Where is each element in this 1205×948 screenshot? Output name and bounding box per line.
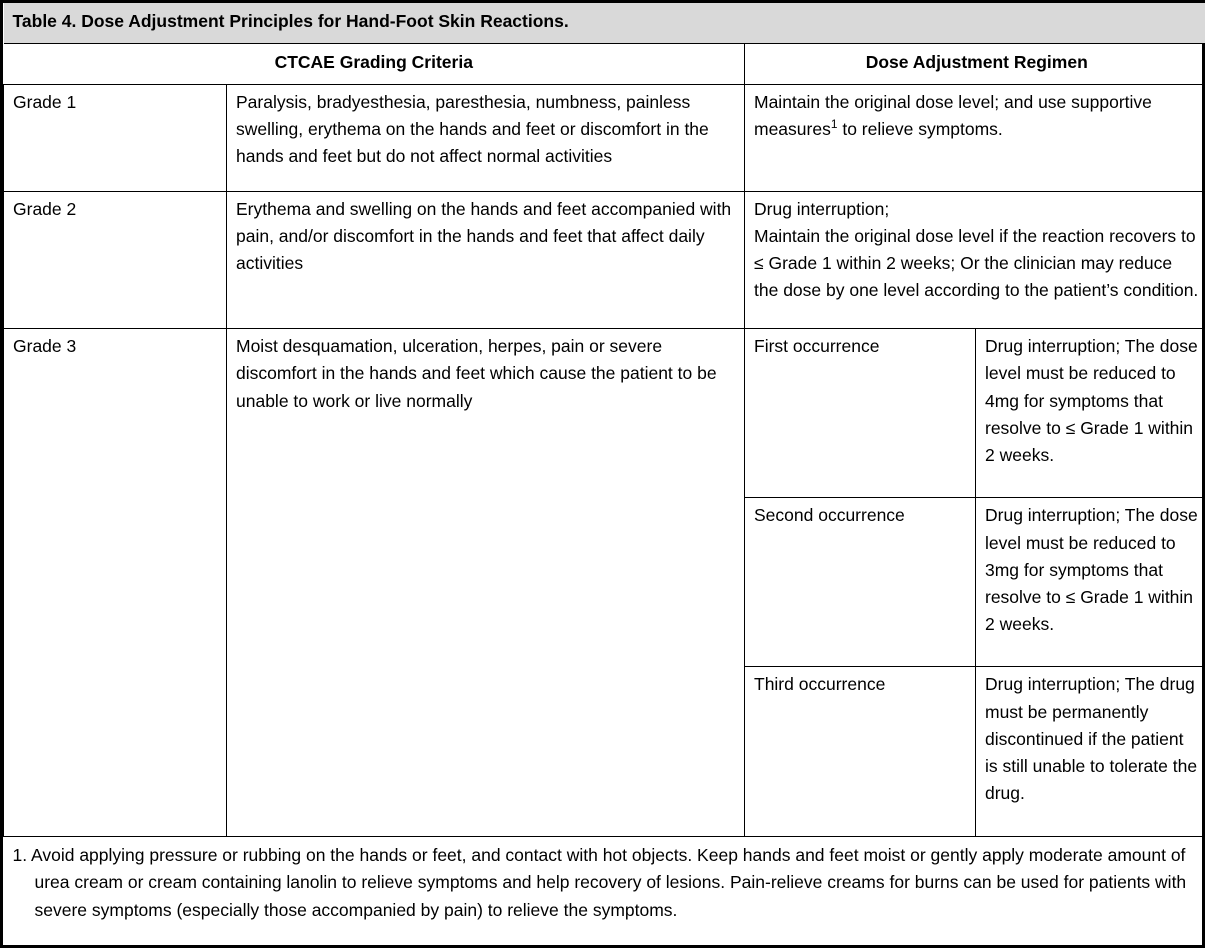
table-header-row <box>4 44 1205 85</box>
table-row-grade-3-first-occurrence <box>4 329 1205 498</box>
table-title-row <box>4 3 1205 44</box>
grade-regimen-1-text-post: to relieve symptoms. <box>837 119 1003 140</box>
table-footnote-cell <box>4 836 1205 945</box>
occurrence-label-second: Second occurrence <box>745 498 976 667</box>
grade-description-3: Moist desquamation, ulceration, herpes, pain or severe discomfort in the hands and feet which cause the patient to be unable to work or live normally <box>227 329 745 836</box>
occurrence-label-first: First occurrence <box>745 329 976 498</box>
column-header-dose-adjustment-regimen: Dose Adjustment Regimen <box>745 44 1205 85</box>
footnote-marker-1: 1 <box>830 117 838 132</box>
table-footnote-row <box>4 836 1205 945</box>
grade-description-1: Paralysis, bradyesthesia, paresthesia, numbness, painless swelling, erythema on the hands and feet or discomfort in the hands and feet but do not affect normal activities <box>227 85 745 192</box>
grade-regimen-2 <box>745 191 1205 329</box>
occurrence-label-third: Third occurrence <box>745 667 976 836</box>
grade-description-2: Erythema and swelling on the hands and feet accompanied with pain, and/or discomfort in the hands and feet that affect daily activities <box>227 191 745 329</box>
table-footnote-text: 1. Avoid applying pressure or rubbing on the hands or feet, and contact with hot objects. Keep hands and feet moist or gently apply moderate amount of urea cream or cream containing lanolin to relieve symptoms and help recovery of lesions. Pain-relieve creams for burns can be used for patients with severe symptoms (especially those accompanied by pain) to relieve the symptoms. <box>12 844 1187 920</box>
column-header-ctcae-grading-criteria: CTCAE Grading Criteria <box>4 44 745 85</box>
grade-regimen-1-text-pre: Maintain the original dose level; and use supportive measures <box>754 92 1152 140</box>
grade-regimen-2-line-1: Drug interruption; <box>754 198 890 219</box>
table-row-grade-1 <box>4 85 1205 192</box>
grade-regimen-2-line-2: Maintain the original dose level if the reaction recovers to ≤ Grade 1 within 2 weeks; Or the clinician may reduce the dose by one level according to the patient’s condition. <box>754 225 1199 300</box>
occurrence-action-second: Drug interruption; The dose level must be reduced to 3mg for symptoms that resolve to ≤ Grade 1 within 2 weeks. <box>976 498 1205 667</box>
occurrence-action-third: Drug interruption; The drug must be permanently discontinued if the patient is still unable to tolerate the drug. <box>976 667 1205 836</box>
dose-adjustment-table <box>3 3 1205 945</box>
grade-label-1: Grade 1 <box>4 85 227 192</box>
grade-label-3: Grade 3 <box>4 329 227 836</box>
table-row-grade-2 <box>4 191 1205 329</box>
occurrence-action-first: Drug interruption; The dose level must be reduced to 4mg for symptoms that resolve to ≤ Grade 1 within 2 weeks. <box>976 329 1205 498</box>
grade-regimen-1 <box>745 85 1205 192</box>
grade-label-2: Grade 2 <box>4 191 227 329</box>
table-title: Table 4. Dose Adjustment Principles for Hand-Foot Skin Reactions. <box>4 3 1205 44</box>
